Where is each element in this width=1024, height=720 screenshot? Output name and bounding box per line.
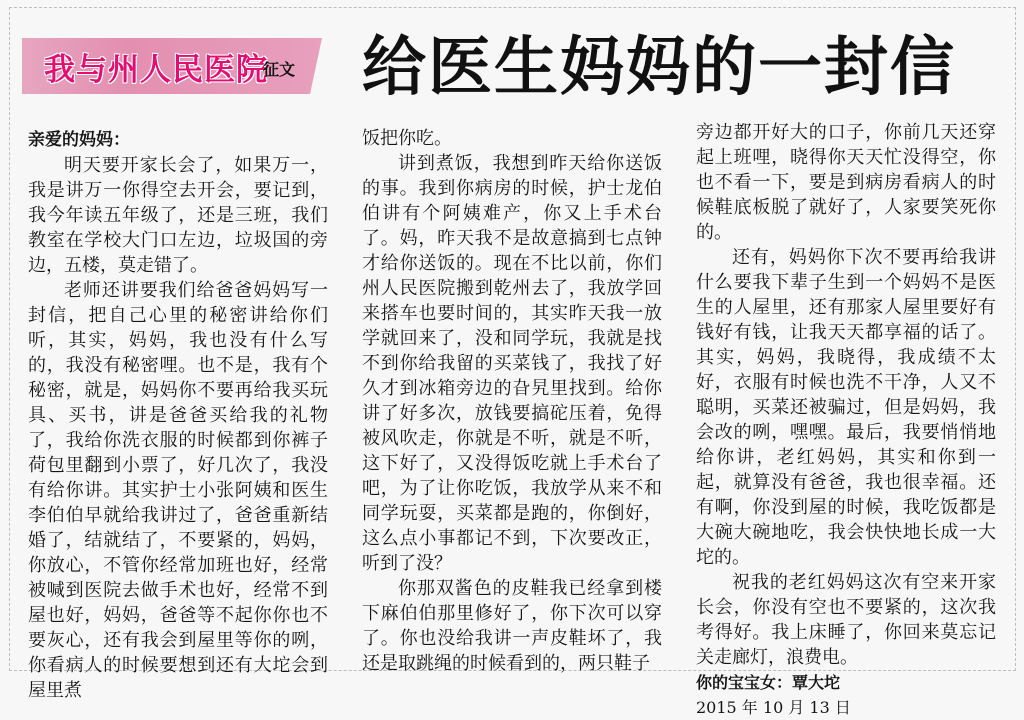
paragraph: 饭把你吃。 xyxy=(362,128,452,149)
paragraph: 讲到煮饭，我想到昨天给你送饭的事。我到你病房的时候，护士龙伯伯讲有个阿姨难产，你又上手术台了。妈，昨天我不是故意搞到七点钟才给你送饭的。现在不比以前，你们州人民医院搬到乾州去了，我放学回来搭车也要时间的，其实昨天我一放学就回来了，没和同学玩，我就是找不到你给我留的买菜钱了，我找了好久才到冰箱旁边的旮旯里找到。给你讲了好多次，放钱要搞砣压着，免得被风吹走，你就是不听，就是不听，这下好了，又没得饭吃就上手术台了吧，为了让你吃饭，我放学从来不和同学玩耍，买菜都是跑的，你倒好，这么点小事都记不到，下次要改正，听到了没？ xyxy=(362,153,662,574)
salutation: 亲爱的妈妈： xyxy=(28,130,130,150)
column-banner-suffix: 征文 xyxy=(263,60,296,79)
paragraph: 明天要开家长会了，如果万一，我是讲万一你得空去开会，要记到，我今年读五年级了，还是三班，我们教室在学校大门口左边，垃圾国的旁边，五楼，莫走错了。 xyxy=(28,155,328,276)
paragraph: 祝我的老红妈妈这次有空来开家长会，你没有空也不要紧的，这次我考得好。我上床睡了，你回来莫忘记关走廊灯，浪费电。 xyxy=(696,572,996,668)
article-title: 给医生妈妈的一封信 xyxy=(362,31,956,105)
paragraph: 旁边都开好大的口子，你前几天还穿起上班哩，晓得你天天忙没得空，你也不看一下，要是到病房看病人的时候鞋底板脱了就好了，人家要笑死你的。 xyxy=(696,122,996,243)
signature: 你的宝宝女：覃大坨 xyxy=(696,673,841,692)
column-banner-title: 我与州人民医院 xyxy=(44,52,268,88)
text-column-3 xyxy=(696,120,996,720)
text-column-2 xyxy=(362,126,662,676)
paragraph: 你那双酱色的皮鞋我已经拿到楼下麻伯伯那里修好了，你下次可以穿了。你也没给我讲一声皮鞋坏了，我还是取跳绳的时候看到的，两只鞋子 xyxy=(362,578,662,674)
paragraph: 还有，妈妈你下次不要再给我讲什么要我下辈子生到一个妈妈不是医生的人屋里，还有那家人屋里要好有钱好有钱，让我天天都享福的话了。其实，妈妈，我晓得，我成绩不太好，衣服有时候也洗不干净，人又不聪明，买菜还被骗过，但是妈妈，我会改的咧，嘿嘿。最后，我要悄悄地给你讲，老红妈妈，其实和你到一起，就算没有爸爸，我也很幸福。还有啊，你没到屋的时候，我吃饭都是大碗大碗地吃，我会快快地长成一大坨的。 xyxy=(696,247,996,568)
text-column-1 xyxy=(28,128,328,703)
paragraph: 老师还讲要我们给爸爸妈妈写一封信，把自己心里的秘密讲给你们听，其实，妈妈，我也没有什么写的，我没有秘密哩。也不是，我有个秘密，就是，妈妈你不要再给我买玩具、买书，讲是爸爸买给我的礼物了，我给你洗衣服的时候都到你裤子荷包里翻到小票了，好几次了，我没有给你讲。其实护士小张阿姨和医生李伯伯早就给我讲过了，爸爸重新结婚了，结就结了，不要紧的，妈妈，你放心，不管你经常加班也好，经常被喊到医院去做手术也好，经常不到屋也好，妈妈，爸爸等不起你你也不要灰心，还有我会到屋里等你的咧，你看病人的时候要想到还有大坨会到屋里煮 xyxy=(28,280,328,701)
letter-date: 2015 年 10 月 13 日 xyxy=(696,698,851,717)
